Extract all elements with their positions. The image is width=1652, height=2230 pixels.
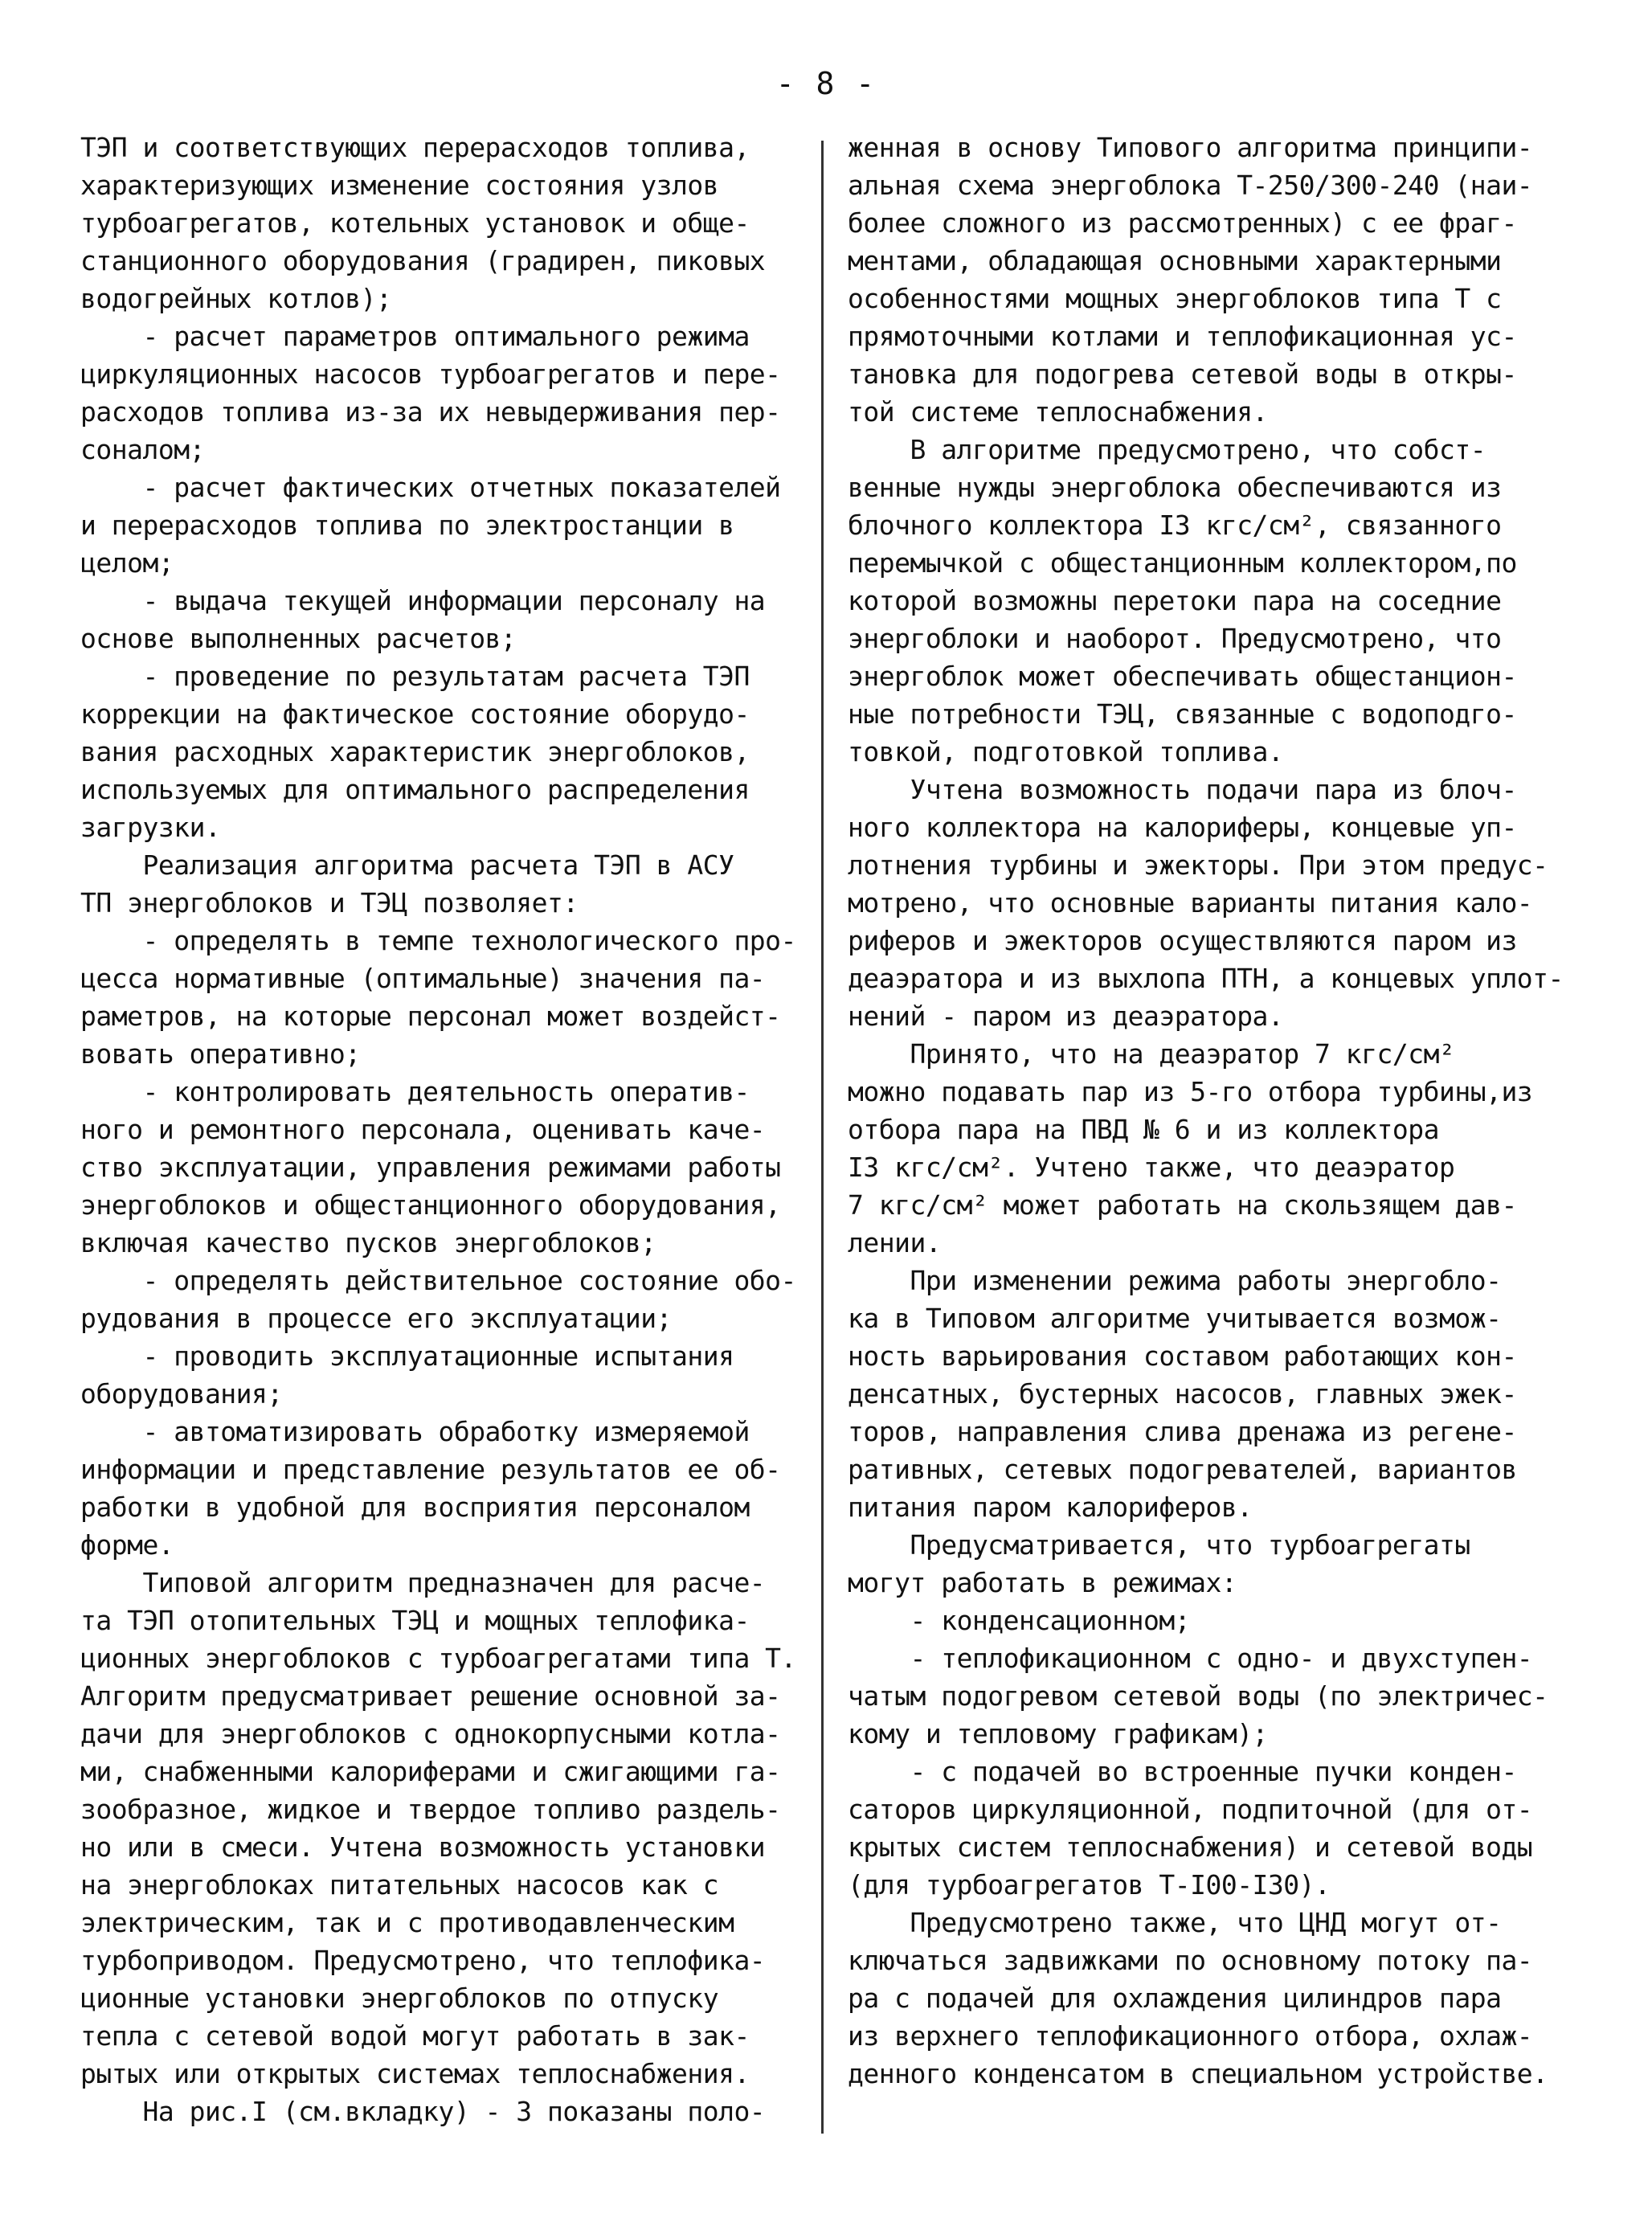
text-line: можно подавать пар из 5-го отбора турбины,из [848,1076,1533,1107]
text-line: ного коллектора на калориферы, концевые уп- [848,812,1517,843]
text-line: информации и представление результатов ее об- [80,1454,781,1485]
text-line: той системе теплоснабжения. [848,396,1268,428]
text-line: характеризующих изменение состояния узлов [80,170,719,201]
text-line: станционного оборудования (градирен, пиковых [80,245,766,276]
text-line: турбоприводом. Предусмотрено, что теплофика- [80,1945,766,1976]
text-line: ность варьирования составом работающих кон- [848,1340,1517,1372]
text-line: венные нужды энергоблока обеспечиваются из [848,472,1502,503]
text-line: раметров, на которые персонал может воздейст- [80,1000,781,1032]
text-line: ми, снабженными калориферами и сжигающими га- [80,1756,781,1787]
text-line: - контролировать деятельность оператив- [80,1076,750,1107]
text-line: кому и тепловому графикам); [848,1718,1268,1749]
text-line: нений - паром из деаэратора. [848,1000,1284,1032]
text-line: - с подачей во встроенные пучки конден- [848,1756,1517,1787]
text-line: ративных, сетевых подогревателей, вариантов [848,1454,1517,1485]
text-line: Предусмотрено также, что ЦНД могут от- [848,1907,1502,1938]
text-line: риферов и эжекторов осуществляются паром из [848,925,1517,956]
text-line: работки в удобной для восприятия персоналом [80,1491,750,1523]
text-line: На рис.I (см.вкладку) - 3 показаны поло- [80,2096,766,2127]
text-line: отбора пара на ПВД № 6 и из коллектора [848,1114,1439,1145]
text-line: деаэратора и из выхлопа ПТН, а концевых уплот- [848,963,1564,994]
text-line: на энергоблоках питательных насосов как с [80,1869,719,1901]
text-line: денсатных, бустерных насосов, главных эжек- [848,1378,1517,1410]
text-line: (для турбоагрегатов Т-I00-I30). [848,1869,1331,1901]
right-column [848,129,1571,2093]
column-divider [821,141,824,2134]
text-line: используемых для оптимального распределения [80,774,750,805]
text-line: рудования в процессе его эксплуатации; [80,1303,672,1334]
text-line: но или в смеси. Учтена возможность установки [80,1831,766,1863]
text-line: ство эксплуатации, управления режимами работы [80,1152,781,1183]
text-line: коррекции на фактическое состояние оборудо- [80,698,750,730]
text-line: соналом; [80,434,205,465]
text-line: электрическим, так и с противодавленческим [80,1907,734,1938]
text-line: ционных энергоблоков с турбоагрегатами типа Т. [80,1643,796,1674]
text-line: альная схема энергоблока Т-250/300-240 (наи- [848,170,1533,201]
text-line: основе выполненных расчетов; [80,623,517,654]
text-line: - проведение по результатам расчета ТЭП [80,661,750,692]
text-line: крытых систем теплоснабжения) и сетевой воды [848,1831,1533,1863]
text-line: энергоблок может обеспечивать общестанцион- [848,661,1517,692]
text-line: энергоблоки и наоборот. Предусмотрено, что [848,623,1502,654]
text-line: из верхнего теплофикационного отбора, охлаж- [848,2020,1533,2052]
text-line: Реализация алгоритма расчета ТЭП в АСУ [80,849,734,881]
text-line: - определять действительное состояние обо- [80,1265,796,1296]
text-line: ка в Типовом алгоритме учитывается возмож- [848,1303,1502,1334]
text-line: более сложного из рассмотренных) с ее фраг- [848,207,1517,239]
text-line: могут работать в режимах: [848,1567,1237,1598]
text-line: - автоматизировать обработку измеряемой [80,1416,750,1447]
text-line: целом; [80,547,174,579]
text-line: перемычкой с общестанционным коллектором,по [848,547,1517,579]
text-line: прямоточными котлами и теплофикационная ус- [848,321,1517,352]
text-line: Типовой алгоритм предназначен для расче- [80,1567,766,1598]
text-line: ционные установки энергоблоков по отпуску [80,1982,719,2014]
text-line: цесса нормативные (оптимальные) значения па- [80,963,766,994]
text-line: - теплофикационном с одно- и двухступен- [848,1643,1533,1674]
text-line: энергоблоков и общестанционного оборудования, [80,1189,781,1221]
text-line: мотрено, что основные варианты питания кало- [848,887,1533,919]
text-line: Принято, что на деаэратор 7 кгс/см² [848,1038,1455,1070]
text-line: вовать оперативно; [80,1038,361,1070]
text-line: Учтена возможность подачи пара из блоч- [848,774,1517,805]
text-line: блочного коллектора I3 кгс/см², связанного [848,509,1502,541]
text-line: зообразное, жидкое и твердое топливо раздель- [80,1794,781,1825]
left-column [80,129,804,2130]
text-line: При изменении режима работы энергобло- [848,1265,1502,1296]
text-line: ментами, обладающая основными характерными [848,245,1502,276]
text-line: расходов топлива из-за их невыдерживания пер- [80,396,781,428]
text-line: Предусматривается, что турбоагрегаты [848,1529,1470,1561]
text-line: денного конденсатом в специальном устройстве. [848,2058,1548,2089]
text-line: товкой, подготовкой топлива. [848,736,1284,767]
text-line: водогрейных котлов); [80,283,392,314]
text-line: женная в основу Типового алгоритма принципи- [848,132,1533,163]
text-line: особенностями мощных энергоблоков типа Т с [848,283,1502,314]
text-line: турбоагрегатов, котельных установок и обще- [80,207,750,239]
text-line: циркуляционных насосов турбоагрегатов и пере- [80,358,781,390]
text-line: ТЭП и соответствующих перерасходов топлива, [80,132,750,163]
text-line: ные потребности ТЭЦ, связанные с водоподго- [848,698,1517,730]
text-line: - выдача текущей информации персоналу на [80,585,766,616]
text-line: 7 кгс/см² может работать на скользящем дав- [848,1189,1517,1221]
text-line: чатым подогревом сетевой воды (по электричес- [848,1680,1548,1712]
text-line: та ТЭП отопительных ТЭЦ и мощных теплофика- [80,1605,750,1636]
text-line: - проводить эксплуатационные испытания [80,1340,734,1372]
text-line: - расчет фактических отчетных показателей [80,472,781,503]
text-line: тепла с сетевой водой могут работать в зак- [80,2020,750,2052]
text-line: вания расходных характеристик энергоблоков, [80,736,750,767]
text-line: саторов циркуляционной, подпиточной (для от- [848,1794,1533,1825]
page-number: - 8 - [775,66,877,101]
text-line: В алгоритме предусмотрено, что собст- [848,434,1486,465]
text-line: форме. [80,1529,174,1561]
text-line: - расчет параметров оптимального режима [80,321,750,352]
text-line: ключаться задвижками по основному потоку па- [848,1945,1533,1976]
text-line: Алгоритм предусматривает решение основной за- [80,1680,781,1712]
text-line: рытых или открытых системах теплоснабжения. [80,2058,750,2089]
text-line: питания паром калориферов. [848,1491,1253,1523]
text-line: - определять в темпе технологического про- [80,925,796,956]
text-line: которой возможны перетоки пара на соседние [848,585,1502,616]
text-line: оборудования; [80,1378,283,1410]
text-line: I3 кгс/см². Учтено также, что деаэратор [848,1152,1455,1183]
text-line: и перерасходов топлива по электростанции в [80,509,734,541]
text-line: дачи для энергоблоков с однокорпусными котла- [80,1718,781,1749]
text-line: включая качество пусков энергоблоков; [80,1227,656,1258]
text-line: тановка для подогрева сетевой воды в откры- [848,358,1517,390]
text-line: загрузки. [80,812,221,843]
text-line: торов, направления слива дренажа из регене- [848,1416,1517,1447]
text-line: ТП энергоблоков и ТЭЦ позволяет: [80,887,579,919]
text-line: лотнения турбины и эжекторы. При этом предус- [848,849,1548,881]
text-line: ра с подачей для охлаждения цилиндров пара [848,1982,1502,2014]
text-line: - конденсационном; [848,1605,1191,1636]
text-line: лении. [848,1227,942,1258]
text-line: ного и ремонтного персонала, оценивать каче- [80,1114,766,1145]
